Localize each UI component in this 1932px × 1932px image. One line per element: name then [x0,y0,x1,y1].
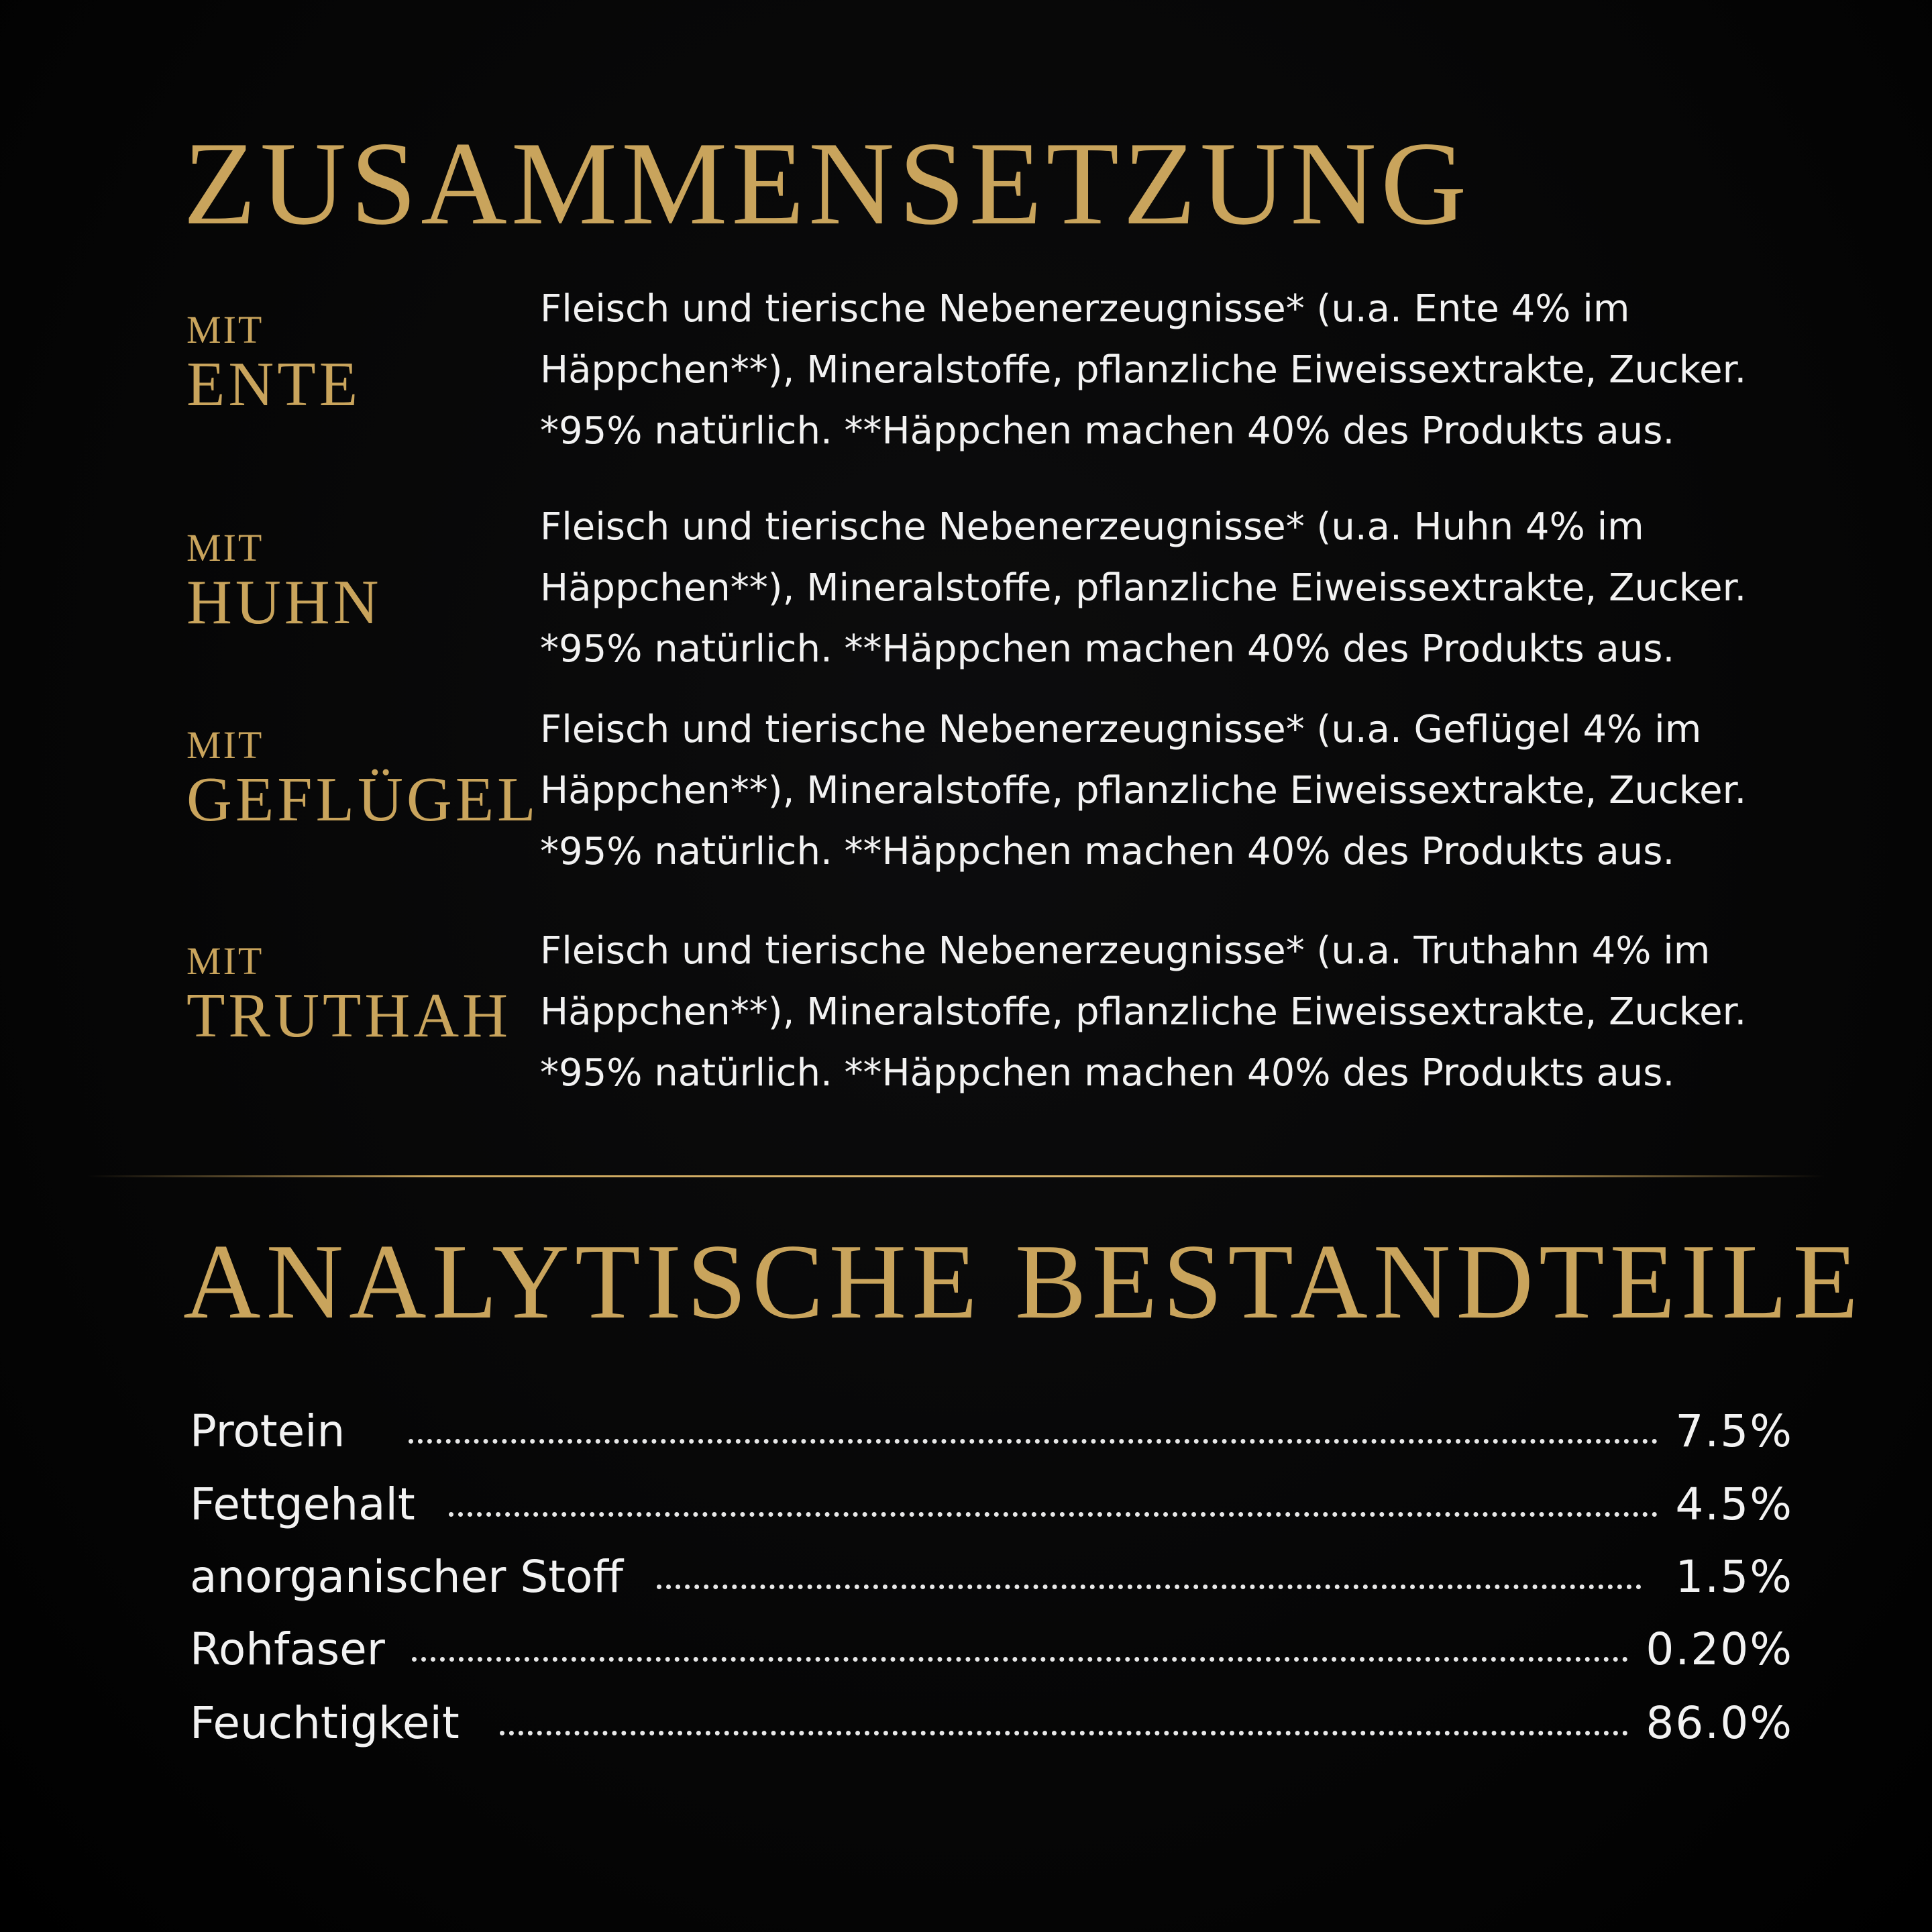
analysis-value: 0.20% [1646,1623,1793,1675]
analysis-row-fettgehalt [190,1479,1793,1546]
variant-label [186,724,539,833]
description-line: Fleisch und tierische Nebenerzeugnisse* (u.a. Ente 4% im [540,287,1630,331]
description-line: Fleisch und tierische Nebenerzeugnisse* (u.a. Truthahn 4% im [540,929,1711,973]
analysis-row-anorganischer-stoff [190,1551,1793,1618]
analysis-row-protein [190,1405,1793,1472]
description-line: Häppchen**), Mineralstoffe, pflanzliche Eiweissextrakte, Zucker. [540,990,1747,1034]
dot-leader [500,1731,1629,1735]
variant-description [540,278,1855,462]
variant-prefix: MIT [186,308,264,352]
variant-prefix: MIT [186,723,264,767]
analysis-label: anorganischer Stoff [190,1551,623,1603]
analysis-value: 4.5% [1675,1479,1793,1530]
analysis-title: ANALYTISCHE BESTANDTEILE [183,1222,1864,1341]
variant-label [186,527,382,636]
variant-name: GEFLÜGEL [186,765,539,835]
description-line: *95% natürlich. **Häppchen machen 40% des Produkts aus. [540,627,1675,671]
analysis-label: Rohfaser [190,1623,385,1675]
dot-leader [449,1512,1658,1517]
description-line: Fleisch und tierische Nebenerzeugnisse* (u.a. Huhn 4% im [540,505,1644,549]
analysis-value: 86.0% [1646,1697,1793,1749]
variant-description [540,920,1855,1104]
analysis-row-feuchtigkeit [190,1697,1793,1764]
dot-leader [657,1585,1642,1589]
composition-title: ZUSAMMENSETZUNG [183,117,1471,250]
variant-prefix: MIT [186,939,264,983]
variant-label [186,309,361,418]
analysis-label: Protein [190,1405,345,1457]
analysis-value: 1.5% [1675,1551,1793,1603]
description-line: *95% natürlich. **Häppchen machen 40% des Produkts aus. [540,830,1675,873]
dot-leader [412,1657,1628,1662]
description-line: Häppchen**), Mineralstoffe, pflanzliche Eiweissextrakte, Zucker. [540,348,1747,392]
variant-name: HUHN [186,568,382,637]
description-line: Häppchen**), Mineralstoffe, pflanzliche Eiweissextrakte, Zucker. [540,769,1747,812]
description-line: Fleisch und tierische Nebenerzeugnisse* (u.a. Geflügel 4% im [540,708,1702,751]
variant-description [540,699,1855,882]
analysis-value: 7.5% [1675,1405,1793,1457]
analysis-label: Feuchtigkeit [190,1697,460,1749]
dot-leader [409,1439,1658,1444]
description-line: *95% natürlich. **Häppchen machen 40% des Produkts aus. [540,409,1675,453]
analysis-row-rohfaser [190,1623,1793,1690]
analysis-label: Fettgehalt [190,1479,415,1530]
variant-description [540,496,1855,680]
section-divider [87,1175,1825,1177]
description-line: *95% natürlich. **Häppchen machen 40% des Produkts aus. [540,1051,1675,1095]
variant-label [186,941,511,1049]
variant-name: TRUTHAH [186,981,512,1051]
variant-prefix: MIT [186,526,264,570]
description-line: Häppchen**), Mineralstoffe, pflanzliche Eiweissextrakte, Zucker. [540,566,1747,610]
variant-name: ENTE [186,350,362,419]
